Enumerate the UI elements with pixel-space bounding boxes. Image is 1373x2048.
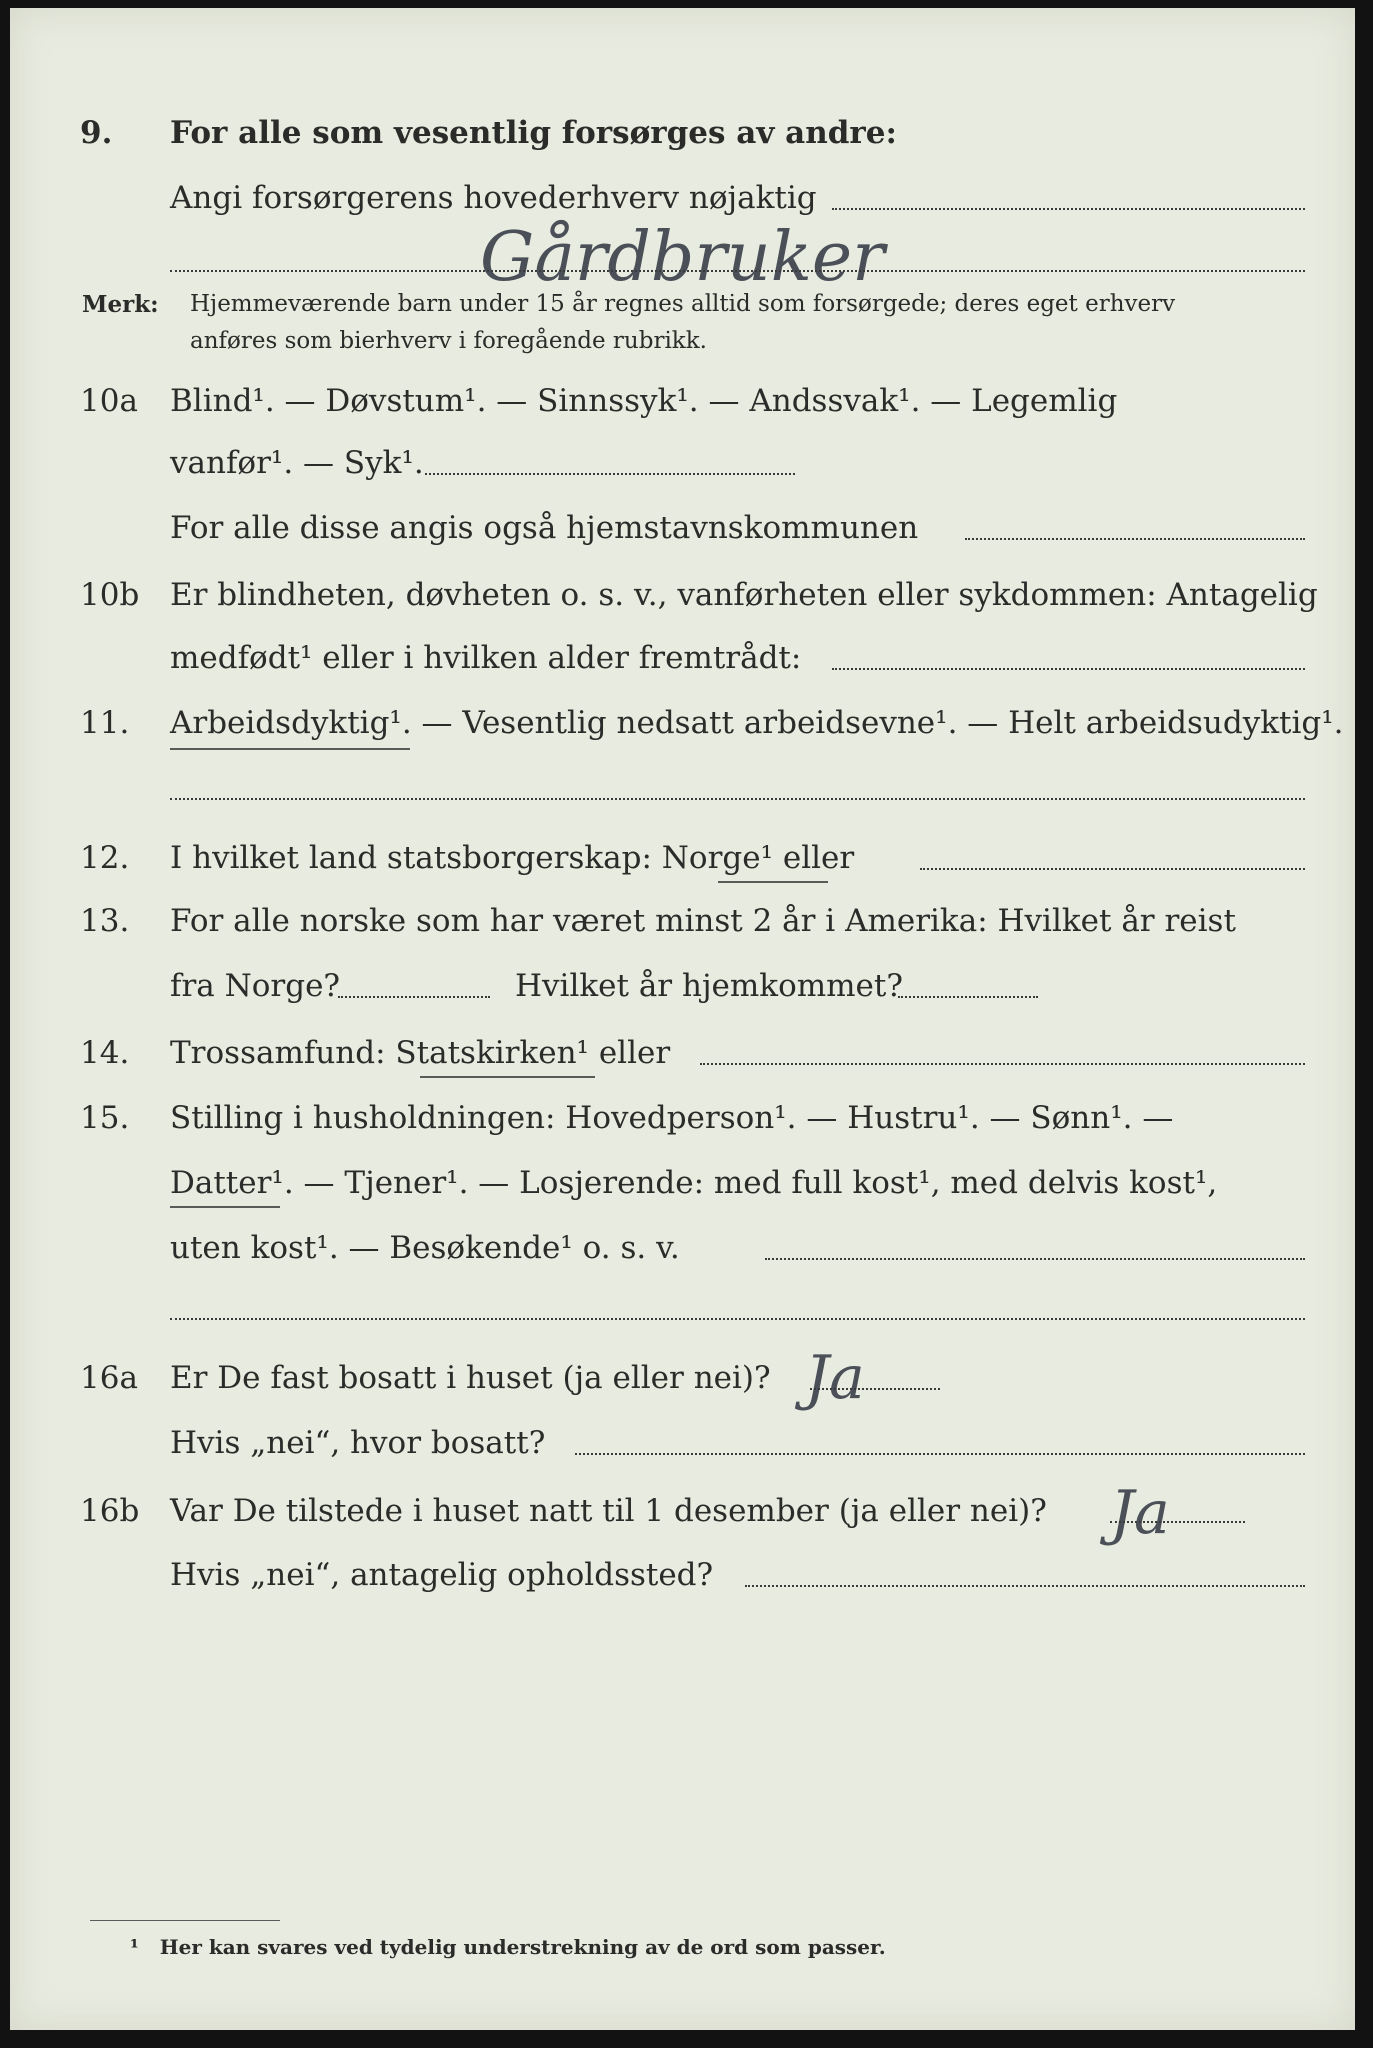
q14-underline-statskirken: [420, 1076, 595, 1078]
q13-answer-line-2: [898, 996, 1038, 998]
q9-prompt: Angi forsørgerens hovederhverv nøjaktig: [170, 180, 817, 216]
q10b-number: 10b: [80, 577, 140, 613]
q10a-answer-line-2: [965, 538, 1305, 540]
q16b-answer-line-2: [745, 1585, 1305, 1587]
q15-number: 15.: [80, 1100, 130, 1136]
q10a-text-1: Blind¹. — Døvstum¹. — Sinnssyk¹. — Andssvak¹. — Legemlig: [170, 383, 1118, 419]
q11-underline-arbeidsdyktig: [170, 748, 410, 750]
q16b-text-2: Hvis „nei“, antagelig opholdssted?: [170, 1557, 714, 1593]
q16b-number: 16b: [80, 1493, 140, 1529]
q15-text-3: uten kost¹. — Besøkende¹ o. s. v.: [170, 1230, 680, 1266]
q16a-text-2: Hvis „nei“, hvor bosatt?: [170, 1425, 546, 1461]
q15-text-2: Datter¹. — Tjener¹. — Losjerende: med full kost¹, med delvis kost¹,: [170, 1165, 1218, 1201]
q9-heading: For alle som vesentlig forsørges av andre:: [170, 115, 897, 151]
footnote-rule: [90, 1920, 280, 1921]
q14-number: 14.: [80, 1035, 130, 1071]
q15-answer-line-2: [170, 1318, 1305, 1320]
footnote-mark: ¹: [130, 1935, 139, 1959]
q10a-answer-line-1: [425, 473, 795, 475]
q9-answer-line-1: [832, 208, 1305, 210]
footnote: [130, 1935, 886, 1959]
q15-text-1: Stilling i husholdningen: Hovedperson¹. — Hustru¹. — Sønn¹. —: [170, 1100, 1174, 1136]
q10b-text-1: Er blindheten, døvheten o. s. v., vanførheten eller sykdommen: Antagelig: [170, 577, 1318, 613]
q16b-answer-line-1: [1110, 1521, 1245, 1523]
q13-answer-line-1: [338, 996, 490, 998]
census-form-page: [10, 8, 1355, 2030]
merk-label: Merk:: [82, 291, 159, 318]
q14-answer-line: [700, 1063, 1305, 1065]
q10b-answer-line: [832, 668, 1305, 670]
q9-handwritten-answer: Gårdbruker: [480, 218, 885, 297]
q12-number: 12.: [80, 840, 130, 876]
q16a-number: 16a: [80, 1360, 138, 1396]
q16b-handwritten-answer: Ja: [1110, 1478, 1170, 1548]
merk-text-2: anføres som bierhverv i foregående rubrikk.: [190, 328, 707, 354]
q14-text: Trossamfund: Statskirken¹ eller: [170, 1035, 671, 1071]
q12-answer-line: [920, 868, 1305, 870]
footnote-text: Her kan svares ved tydelig understrekning av de ord som passer.: [159, 1935, 886, 1959]
q10b-text-2: medfødt¹ eller i hvilken alder fremtrådt:: [170, 640, 802, 676]
q10a-text-2: vanfør¹. — Syk¹.: [170, 445, 424, 481]
q16a-answer-line-1: [810, 1388, 940, 1390]
q15-answer-line-1: [765, 1258, 1305, 1260]
q16a-answer-line-2: [575, 1453, 1305, 1455]
q11-text: Arbeidsdyktig¹. — Vesentlig nedsatt arbeidsevne¹. — Helt arbeidsudyktig¹.: [170, 705, 1344, 741]
q12-text: I hvilket land statsborgerskap: Norge¹ eller: [170, 840, 855, 876]
q11-answer-line: [170, 798, 1305, 800]
q11-number: 11.: [80, 705, 130, 741]
q10a-text-3: For alle disse angis også hjemstavnskommunen: [170, 510, 919, 546]
q10a-number: 10a: [80, 383, 138, 419]
q15-underline-datter: [170, 1206, 280, 1208]
merk-text-1: Hjemmeværende barn under 15 år regnes alltid som forsørgede; deres eget erhverv: [190, 291, 1176, 317]
q16a-text-1: Er De fast bosatt i huset (ja eller nei)?: [170, 1360, 771, 1396]
q16a-handwritten-answer: Ja: [805, 1343, 865, 1413]
q9-number: 9.: [80, 115, 113, 151]
q13-number: 13.: [80, 903, 130, 939]
q13-text-1: For alle norske som har været minst 2 år i Amerika: Hvilket år reist: [170, 903, 1236, 939]
q13-text-2b: Hvilket år hjemkommet?: [515, 968, 903, 1004]
q16b-text-1: Var De tilstede i huset natt til 1 desember (ja eller nei)?: [170, 1493, 1047, 1529]
q13-text-2a: fra Norge?: [170, 968, 341, 1004]
q9-answer-line-2: [170, 270, 1305, 272]
q12-underline-norge: [718, 881, 828, 883]
